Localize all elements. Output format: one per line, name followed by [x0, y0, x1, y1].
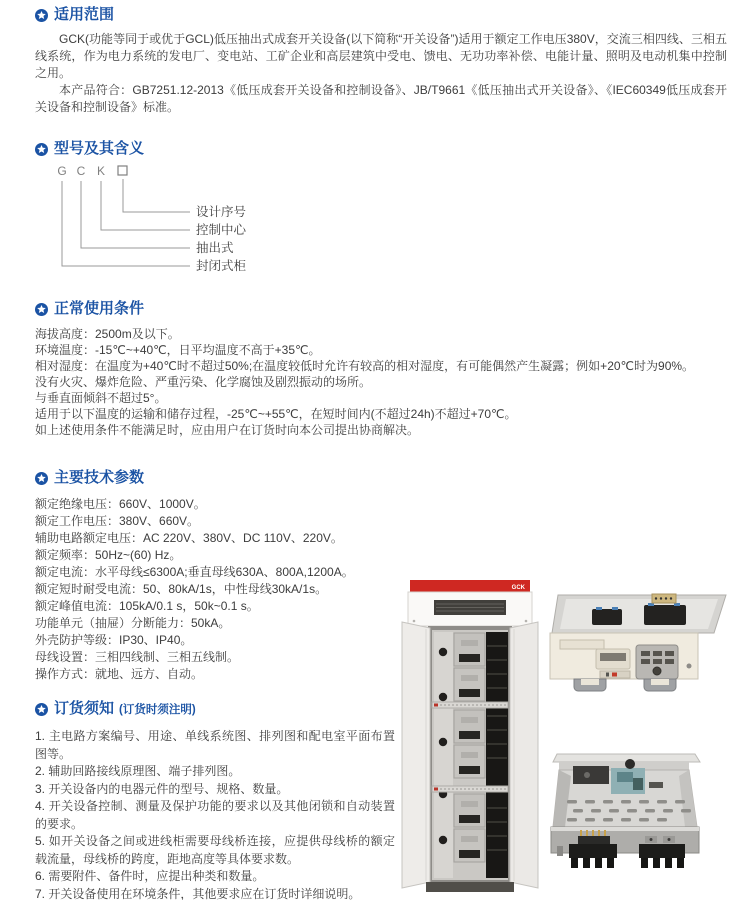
ordering-item: 3. 开关设备内的电器元件的型号、规格、数量。 — [35, 781, 289, 796]
drawer-handles — [574, 679, 676, 691]
section-ordering — [35, 699, 395, 900]
condition-item: 相对湿度：在温度为+40℃时不超过50%;在温度较低时允许有较高的相对湿度，有可能偶然产生凝露；例如+20℃时为90%。 — [35, 359, 695, 373]
parameter-item: 功能单元（抽屉）分断能力：50kA。 — [35, 616, 231, 630]
connector-line — [81, 181, 190, 248]
section-bullet-icon — [35, 303, 48, 316]
scope-paragraphs — [35, 31, 727, 116]
drawer-unit-photo-top — [548, 593, 730, 705]
drawer-vent-slot — [600, 653, 626, 661]
conditions-list — [35, 326, 727, 438]
section-title-scope: 适用范围 — [54, 6, 115, 23]
section-title-conditions: 正常使用条件 — [54, 300, 145, 317]
model-letter-c: C — [76, 164, 86, 178]
ordering-item: 6. 需要附件、备件时，应提出种类和数量。 — [35, 869, 265, 883]
section-bullet-icon — [35, 9, 48, 22]
model-letter-g: G — [57, 164, 67, 178]
parameter-item: 外壳防护等级：IP30、IP40。 — [35, 633, 193, 647]
cabinet-top-unit — [408, 580, 532, 626]
cabinet-interior — [428, 626, 512, 884]
cabinet-photo — [398, 576, 542, 896]
model-letter-k: K — [96, 164, 106, 178]
model-label-design: 设计序号 — [196, 205, 247, 219]
parameter-item: 额定频率：50Hz~(60) Hz。 — [35, 548, 182, 562]
cabinet-brand-label: GCK — [511, 585, 525, 591]
model-code-diagram — [40, 162, 340, 277]
drawer-front-panel — [550, 633, 698, 679]
ordering-item: 7. 开关设备使用在环境条件，其他要求应在订货时详细说明。 — [35, 886, 361, 900]
parameter-item: 额定电流：水平母线≤6300A;垂直母线630A、800A,1200A。 — [35, 565, 354, 579]
section-title-parameters: 主要技术参数 — [54, 469, 145, 486]
parameters-list — [35, 496, 455, 683]
section-heading-conditions — [35, 300, 727, 318]
section-heading-ordering — [35, 699, 395, 719]
ordering-item: 1. 主电路方案编号、用途、单线系统图、排列图和配电室平面布置图等。 — [35, 729, 395, 761]
drawer-top-tray — [552, 594, 726, 633]
condition-item: 没有火灾、爆炸危险、严重污染、化学腐蚀及剧烈振动的场所。 — [35, 375, 372, 389]
condition-item: 适用于以下温度的运输和储存过程，-25℃~+55℃，在短时间内(不超过24h)不超过+70℃。 — [35, 407, 517, 421]
drawer-unit-photo-bottom — [545, 752, 705, 872]
scope-paragraph: 本产品符合：GB7251.12-2013《低压成套开关设备和控制设备》、JB/T9661《低压抽出式开关设备》、《IEC60349低压成套开关设备和控制设备》标准。 — [35, 83, 727, 114]
scope-paragraph: GCK(功能等同于或优于GCL)低压抽出式成套开关设备(以下简称“开关设备”)适用于额定工作电压380V，交流三相四线、三相五线系统，作为电力系统的发电厂、变电站、工矿企业和高层建筑中受电、馈电、无功功率补偿、电能计量、照明及电动机集中控制之用。 — [35, 32, 727, 80]
model-placeholder-box — [118, 166, 127, 175]
section-bullet-icon — [35, 703, 48, 716]
section-title-ordering-note: (订货时须注明) — [119, 704, 196, 716]
parameter-item: 额定绝缘电压：660V、1000V。 — [35, 497, 206, 511]
parameter-item: 额定工作电压：380V、660V。 — [35, 514, 200, 528]
drawer-indicator-dot — [687, 664, 692, 669]
section-scope — [35, 6, 727, 116]
model-label-control-center: 控制中心 — [196, 223, 247, 237]
parameter-item: 额定峰值电流：105kA/0.1 s，50k~0.1 s。 — [35, 599, 259, 613]
section-heading-scope — [35, 6, 727, 24]
parameter-item: 母线设置：三相四线制、三相五线制。 — [35, 650, 240, 664]
section-title-model: 型号及其含义 — [54, 140, 145, 157]
drawer-control-pad — [636, 645, 678, 679]
parameter-item: 辅助电路额定电压：AC 220V、380V、DC 110V、220V。 — [35, 531, 343, 545]
condition-item: 环境温度：-15℃~+40℃，日平均温度不高于+35℃。 — [35, 343, 321, 357]
ordering-item: 4. 开关设备控制、测量及保护功能的要求以及其他闭锁和自动装置的要求。 — [35, 799, 395, 831]
connector-line — [123, 179, 190, 212]
condition-item: 如上述使用条件不能满足时，应由用户在订货时向本公司提出协商解决。 — [35, 423, 420, 437]
parameter-item: 操作方式：就地、远方、自动。 — [35, 667, 204, 681]
ordering-item: 5. 如开关设备之间或进线柜需要母线桥连接，应提供母线桥的额定载流量，母线桥的跨度，距地高度等具体要求数。 — [35, 834, 395, 866]
drawer-red-indicator — [612, 673, 617, 677]
ordering-item: 2. 辅助回路接线原理图、端子排列图。 — [35, 764, 241, 778]
section-heading-parameters — [35, 469, 455, 487]
section-model — [35, 140, 435, 280]
section-parameters — [35, 469, 455, 683]
cabinet-component-column — [486, 632, 508, 878]
model-label-enclosed: 封闭式柜 — [196, 259, 247, 273]
ordering-list — [35, 728, 395, 900]
section-conditions — [35, 300, 727, 438]
relay-box — [573, 766, 609, 784]
condition-item: 海拔高度：2500m及以下。 — [35, 327, 180, 341]
section-heading-model — [35, 140, 435, 158]
drawer-label-plate — [560, 640, 604, 649]
section-title-ordering: 订货须知 — [54, 700, 115, 717]
section-bullet-icon — [35, 472, 48, 485]
connector-line — [101, 181, 190, 230]
parameter-item: 额定短时耐受电流：50、80kA/1s，中性母线30kA/1s。 — [35, 582, 328, 596]
drawer-chassis — [551, 754, 700, 853]
condition-item: 与垂直面倾斜不超过5°。 — [35, 391, 167, 405]
section-bullet-icon — [35, 143, 48, 156]
model-label-drawout: 抽出式 — [196, 241, 234, 255]
cabinet-base — [426, 882, 514, 892]
